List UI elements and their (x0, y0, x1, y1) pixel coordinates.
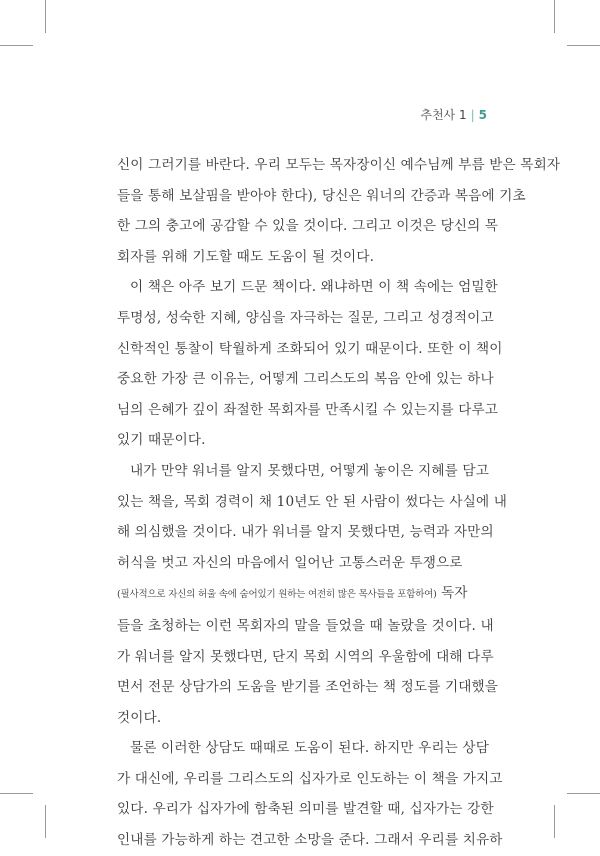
crop-mark (554, 805, 555, 838)
text-line: 들을 통해 보살핌을 받아야 한다), 당신은 워너의 간증과 복음에 기초 (117, 187, 526, 204)
body-text (117, 150, 561, 856)
separator: | (470, 108, 475, 122)
text-line: 중요한 가장 큰 이유는, 어떻게 그리스도의 복음 안에 있는 하나 (117, 371, 494, 388)
text-fragment: 독자 (441, 585, 468, 602)
text-line (117, 578, 489, 611)
text-line: 가 대신에, 우리를 그리스도의 십자가로 인도하는 이 책을 가지고 (117, 770, 503, 787)
crop-mark (567, 45, 600, 46)
crop-mark (567, 793, 600, 794)
text-line: 있는 책을, 목회 경력이 채 10년도 안 된 사람이 썼다는 사실에 내 (117, 493, 508, 510)
text-line: 면서 전문 상담가의 도움을 받기를 조언하는 책 정도를 기대했을 (117, 679, 499, 696)
crop-mark (45, 805, 46, 838)
crop-mark (0, 45, 33, 46)
paragraph-start: 내가 만약 워너를 알지 못했다면, 어떻게 놓이은 지혜를 담고 (130, 462, 489, 479)
text-line: 허식을 벗고 자신의 마음에서 일어난 고통스러운 투쟁으로 (117, 554, 463, 571)
section-title: 추천사 1 (420, 108, 467, 122)
text-line: 회자를 위해 기도할 때도 도움이 될 것이다. (117, 248, 375, 265)
crop-mark (0, 793, 33, 794)
text-line: 있다. 우리가 십자가에 함축된 의미를 발견할 때, 십자가는 강한 (117, 801, 494, 818)
text-line: 인내를 가능하게 하는 견고한 소망을 준다. 그래서 우리를 치유하 (117, 832, 503, 849)
running-head (420, 106, 487, 123)
paragraph-start: 이 책은 아주 보기 드문 책이다. 왜냐하면 이 책 속에는 엄밀한 (130, 279, 498, 296)
text-line: 신학적인 통찰이 탁월하게 조화되어 있기 때문이다. 또한 이 책이 (117, 340, 503, 357)
page-number: 5 (478, 108, 487, 122)
text-line: 것이다. (117, 709, 162, 726)
text-line: 한 그의 충고에 공감할 수 있을 것이다. 그리고 이것은 당신의 목 (117, 218, 499, 235)
text-line: 가 워너를 알지 못했다면, 단지 목회 시역의 우울함에 대해 다루 (117, 648, 494, 665)
text-line: 들을 초청하는 이런 목회자의 말을 들었을 때 놀랐을 것이다. 내 (117, 617, 494, 634)
text-line: 해 의심했을 것이다. 내가 워너를 알지 못했다면, 능력과 자만의 (117, 524, 494, 541)
text-line: 있기 때문이다. (117, 432, 206, 449)
paragraph-start: 물론 이러한 상담도 때때로 도움이 된다. 하지만 우리는 상담 (130, 740, 489, 757)
text-line: 신이 그러기를 바란다. 우리 모두는 목자장이신 예수님께 부름 받은 목회자 (117, 157, 561, 173)
parenthetical-note: (필사적으로 자신의 허울 속에 숨어있기 원하는 여전히 많은 목사들을 포함하여) (117, 589, 437, 601)
text-line: 님의 은혜가 깊이 좌절한 목회자를 만족시킬 수 있는지를 다루고 (117, 401, 499, 418)
crop-mark (554, 0, 555, 33)
text-line: 투명성, 성숙한 지혜, 양심을 자극하는 질문, 그리고 성경적이고 (117, 309, 494, 326)
crop-mark (45, 0, 46, 33)
